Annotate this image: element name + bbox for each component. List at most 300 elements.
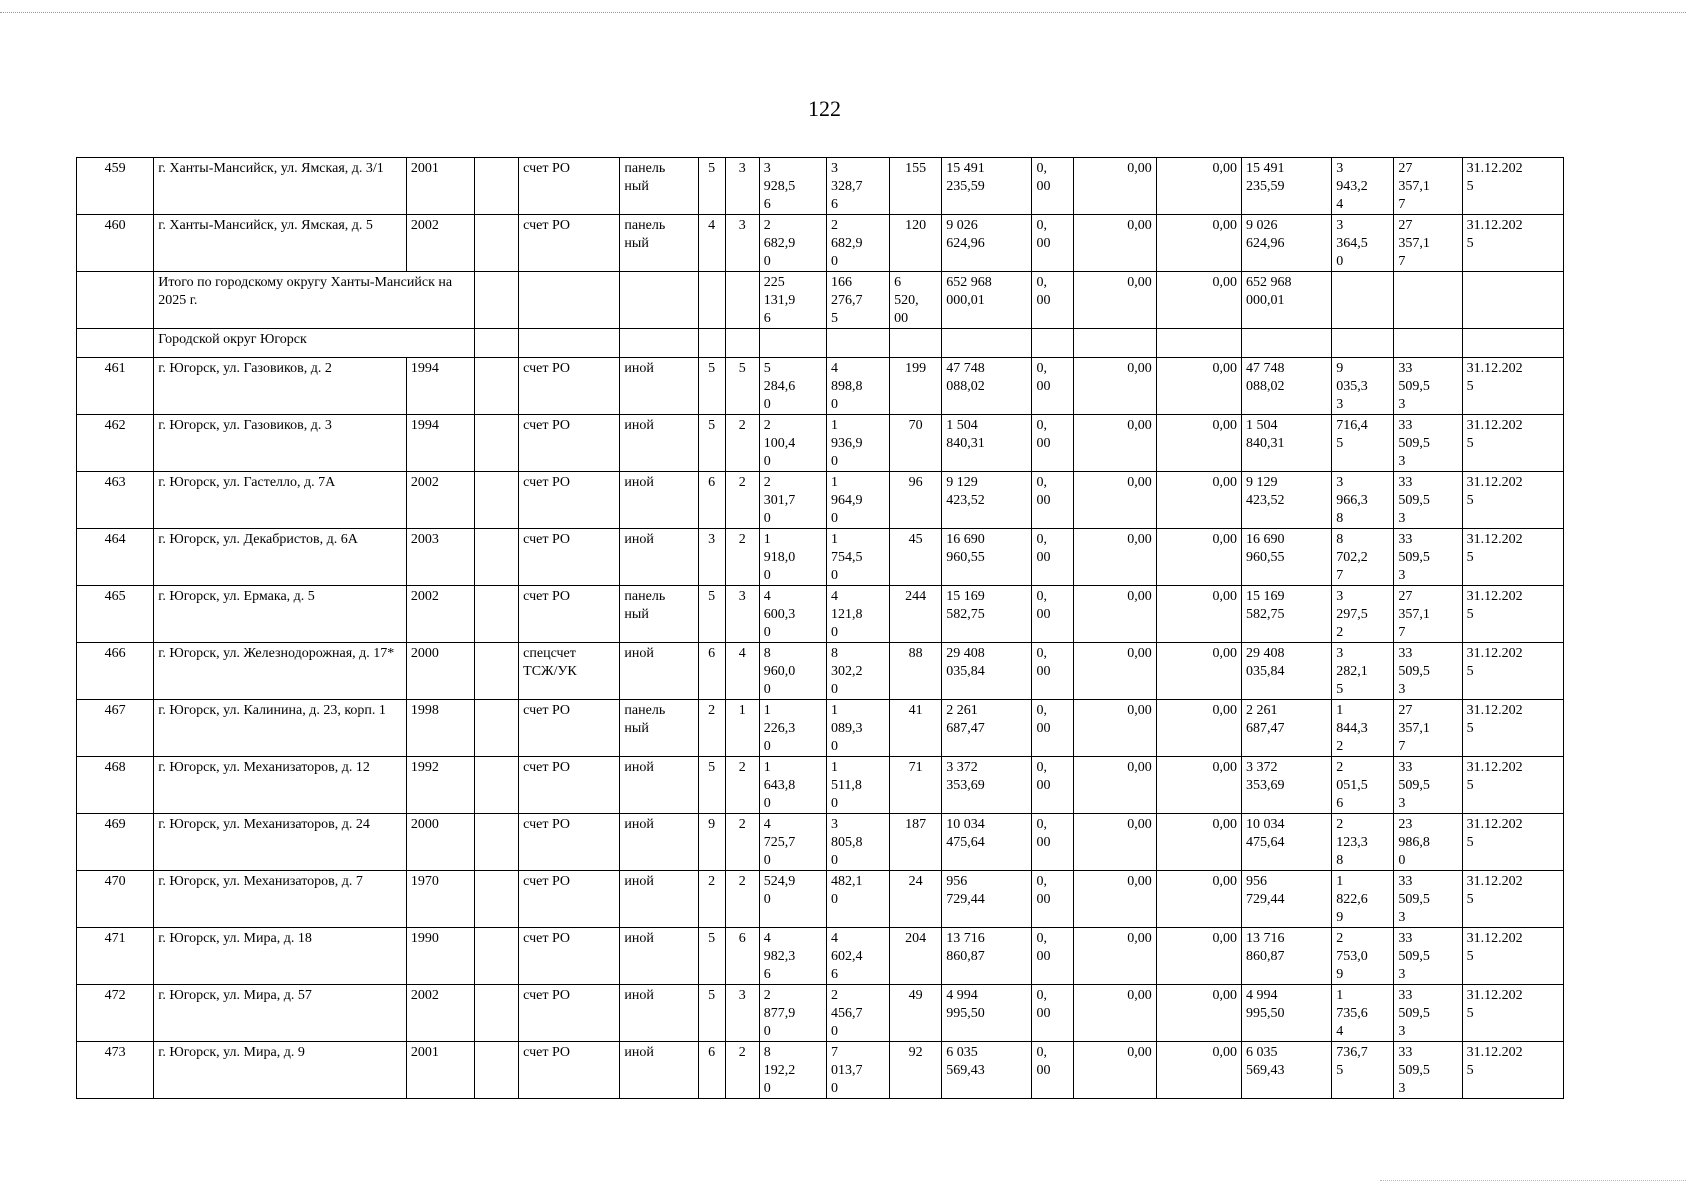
cost-total-cell: 29 408 035,84 xyxy=(942,643,1032,700)
area-total-cell: 1 226,3 0 xyxy=(759,700,826,757)
budget-b-cell: 0,00 xyxy=(1156,985,1241,1042)
deadline-cell: 31.12.202 5 xyxy=(1462,928,1563,985)
entrances-cell: 3 xyxy=(725,158,759,215)
deadline-cell: 31.12.202 5 xyxy=(1462,814,1563,871)
table-row xyxy=(77,757,1564,814)
floors-cell: 6 xyxy=(698,1042,725,1099)
row-number: 469 xyxy=(77,814,154,871)
total-area-living: 166 276,7 5 xyxy=(826,272,889,329)
row-number: 463 xyxy=(77,472,154,529)
empty-cell xyxy=(725,329,759,358)
empty-cell xyxy=(475,529,519,586)
budget-b-cell: 0,00 xyxy=(1156,529,1241,586)
year-cell: 1970 xyxy=(406,871,474,928)
fund-cell: 0, 00 xyxy=(1032,215,1073,272)
table-row xyxy=(77,985,1564,1042)
fund-cell: 0, 00 xyxy=(1032,757,1073,814)
area-total-cell: 4 600,3 0 xyxy=(759,586,826,643)
residents-cell: 88 xyxy=(890,643,942,700)
row-number: 461 xyxy=(77,358,154,415)
floors-cell: 5 xyxy=(698,985,725,1042)
address-cell: г. Югорск, ул. Мира, д. 9 xyxy=(154,1042,407,1099)
address-cell: г. Югорск, ул. Мира, д. 57 xyxy=(154,985,407,1042)
address-cell: г. Югорск, ул. Механизаторов, д. 7 xyxy=(154,871,407,928)
limit-cost-cell: 33 509,5 3 xyxy=(1394,871,1462,928)
floors-cell: 3 xyxy=(698,529,725,586)
owners-funds-cell: 956 729,44 xyxy=(1242,871,1332,928)
limit-cost-cell: 33 509,5 3 xyxy=(1394,643,1462,700)
empty-cell xyxy=(890,329,942,358)
owners-funds-cell: 10 034 475,64 xyxy=(1242,814,1332,871)
budget-b-cell: 0,00 xyxy=(1156,472,1241,529)
entrances-cell: 5 xyxy=(725,358,759,415)
limit-cost-cell: 33 509,5 3 xyxy=(1394,472,1462,529)
account-cell: счет РО xyxy=(519,158,620,215)
wall-material-cell: иной xyxy=(620,472,698,529)
owners-funds-cell: 15 169 582,75 xyxy=(1242,586,1332,643)
budget-a-cell: 0,00 xyxy=(1073,158,1156,215)
total-fund: 0, 00 xyxy=(1032,272,1073,329)
unit-cost-cell: 1 735,6 4 xyxy=(1332,985,1394,1042)
owners-funds-cell: 1 504 840,31 xyxy=(1242,415,1332,472)
wall-material-cell: иной xyxy=(620,757,698,814)
empty-cell xyxy=(77,329,154,358)
limit-cost-cell: 33 509,5 3 xyxy=(1394,529,1462,586)
row-number: 462 xyxy=(77,415,154,472)
budget-a-cell: 0,00 xyxy=(1073,586,1156,643)
unit-cost-cell: 3 282,1 5 xyxy=(1332,643,1394,700)
total-owners-funds: 652 968 000,01 xyxy=(1242,272,1332,329)
account-cell: счет РО xyxy=(519,871,620,928)
cost-total-cell: 10 034 475,64 xyxy=(942,814,1032,871)
area-total-cell: 524,9 0 xyxy=(759,871,826,928)
entrances-cell: 1 xyxy=(725,700,759,757)
empty-cell xyxy=(519,272,620,329)
area-living-cell: 3 805,8 0 xyxy=(826,814,889,871)
empty-cell xyxy=(725,272,759,329)
table-row xyxy=(77,928,1564,985)
residents-cell: 45 xyxy=(890,529,942,586)
table-row xyxy=(77,158,1564,215)
owners-funds-cell: 9 026 624,96 xyxy=(1242,215,1332,272)
address-cell: г. Югорск, ул. Газовиков, д. 3 xyxy=(154,415,407,472)
limit-cost-cell: 33 509,5 3 xyxy=(1394,1042,1462,1099)
cost-total-cell: 13 716 860,87 xyxy=(942,928,1032,985)
wall-material-cell: панель ный xyxy=(620,158,698,215)
wall-material-cell: панель ный xyxy=(620,586,698,643)
empty-cell xyxy=(475,358,519,415)
empty-cell xyxy=(475,586,519,643)
budget-a-cell: 0,00 xyxy=(1073,985,1156,1042)
fund-cell: 0, 00 xyxy=(1032,1042,1073,1099)
row-number: 459 xyxy=(77,158,154,215)
area-living-cell: 1 511,8 0 xyxy=(826,757,889,814)
year-cell: 2002 xyxy=(406,472,474,529)
empty-cell xyxy=(698,272,725,329)
entrances-cell: 2 xyxy=(725,871,759,928)
year-cell: 2002 xyxy=(406,215,474,272)
area-living-cell: 2 682,9 0 xyxy=(826,215,889,272)
empty-cell xyxy=(1394,272,1462,329)
empty-cell xyxy=(620,329,698,358)
account-cell: счет РО xyxy=(519,1042,620,1099)
wall-material-cell: иной xyxy=(620,871,698,928)
fund-cell: 0, 00 xyxy=(1032,586,1073,643)
deadline-cell: 31.12.202 5 xyxy=(1462,1042,1563,1099)
budget-b-cell: 0,00 xyxy=(1156,928,1241,985)
budget-a-cell: 0,00 xyxy=(1073,643,1156,700)
budget-a-cell: 0,00 xyxy=(1073,757,1156,814)
address-cell: г. Югорск, ул. Ермака, д. 5 xyxy=(154,586,407,643)
unit-cost-cell: 1 844,3 2 xyxy=(1332,700,1394,757)
owners-funds-cell: 4 994 995,50 xyxy=(1242,985,1332,1042)
wall-material-cell: панель ный xyxy=(620,700,698,757)
limit-cost-cell: 27 357,1 7 xyxy=(1394,158,1462,215)
district-title: Городской округ Югорск xyxy=(154,329,475,358)
empty-cell xyxy=(475,700,519,757)
entrances-cell: 2 xyxy=(725,529,759,586)
wall-material-cell: иной xyxy=(620,358,698,415)
floors-cell: 5 xyxy=(698,415,725,472)
area-total-cell: 8 960,0 0 xyxy=(759,643,826,700)
limit-cost-cell: 33 509,5 3 xyxy=(1394,985,1462,1042)
empty-cell xyxy=(942,329,1032,358)
area-total-cell: 3 928,5 6 xyxy=(759,158,826,215)
budget-b-cell: 0,00 xyxy=(1156,757,1241,814)
empty-cell xyxy=(1394,329,1462,358)
fund-cell: 0, 00 xyxy=(1032,985,1073,1042)
empty-cell xyxy=(475,272,519,329)
row-number: 468 xyxy=(77,757,154,814)
unit-cost-cell: 3 364,5 0 xyxy=(1332,215,1394,272)
residents-cell: 155 xyxy=(890,158,942,215)
residents-cell: 244 xyxy=(890,586,942,643)
deadline-cell: 31.12.202 5 xyxy=(1462,700,1563,757)
account-cell: счет РО xyxy=(519,415,620,472)
budget-b-cell: 0,00 xyxy=(1156,1042,1241,1099)
fund-cell: 0, 00 xyxy=(1032,700,1073,757)
entrances-cell: 2 xyxy=(725,757,759,814)
year-cell: 1998 xyxy=(406,700,474,757)
cost-total-cell: 9 026 624,96 xyxy=(942,215,1032,272)
empty-cell xyxy=(475,472,519,529)
residents-cell: 120 xyxy=(890,215,942,272)
entrances-cell: 6 xyxy=(725,928,759,985)
cost-total-cell: 956 729,44 xyxy=(942,871,1032,928)
entrances-cell: 3 xyxy=(725,215,759,272)
empty-cell xyxy=(475,814,519,871)
area-living-cell: 4 898,8 0 xyxy=(826,358,889,415)
empty-cell xyxy=(1332,272,1394,329)
account-cell: счет РО xyxy=(519,928,620,985)
year-cell: 2001 xyxy=(406,1042,474,1099)
address-cell: г. Югорск, ул. Газовиков, д. 2 xyxy=(154,358,407,415)
owners-funds-cell: 47 748 088,02 xyxy=(1242,358,1332,415)
limit-cost-cell: 33 509,5 3 xyxy=(1394,928,1462,985)
empty-cell xyxy=(475,928,519,985)
empty-cell xyxy=(620,272,698,329)
fund-cell: 0, 00 xyxy=(1032,871,1073,928)
cost-total-cell: 16 690 960,55 xyxy=(942,529,1032,586)
budget-a-cell: 0,00 xyxy=(1073,215,1156,272)
account-cell: счет РО xyxy=(519,700,620,757)
area-living-cell: 1 089,3 0 xyxy=(826,700,889,757)
deadline-cell: 31.12.202 5 xyxy=(1462,586,1563,643)
area-total-cell: 2 301,7 0 xyxy=(759,472,826,529)
deadline-cell: 31.12.202 5 xyxy=(1462,529,1563,586)
owners-funds-cell: 15 491 235,59 xyxy=(1242,158,1332,215)
year-cell: 2002 xyxy=(406,586,474,643)
area-total-cell: 4 982,3 6 xyxy=(759,928,826,985)
budget-a-cell: 0,00 xyxy=(1073,358,1156,415)
address-cell: г. Югорск, ул. Механизаторов, д. 12 xyxy=(154,757,407,814)
empty-cell xyxy=(475,643,519,700)
cost-total-cell: 2 261 687,47 xyxy=(942,700,1032,757)
entrances-cell: 2 xyxy=(725,814,759,871)
area-total-cell: 1 643,8 0 xyxy=(759,757,826,814)
budget-b-cell: 0,00 xyxy=(1156,700,1241,757)
floors-cell: 5 xyxy=(698,358,725,415)
account-cell: счет РО xyxy=(519,985,620,1042)
empty-cell xyxy=(475,158,519,215)
limit-cost-cell: 33 509,5 3 xyxy=(1394,757,1462,814)
address-cell: г. Ханты-Мансийск, ул. Ямская, д. 3/1 xyxy=(154,158,407,215)
unit-cost-cell: 9 035,3 3 xyxy=(1332,358,1394,415)
budget-a-cell: 0,00 xyxy=(1073,529,1156,586)
owners-funds-cell: 13 716 860,87 xyxy=(1242,928,1332,985)
empty-cell xyxy=(519,329,620,358)
residents-cell: 92 xyxy=(890,1042,942,1099)
row-number: 470 xyxy=(77,871,154,928)
empty-cell xyxy=(826,329,889,358)
fund-cell: 0, 00 xyxy=(1032,643,1073,700)
row-number: 471 xyxy=(77,928,154,985)
empty-cell xyxy=(475,871,519,928)
owners-funds-cell: 6 035 569,43 xyxy=(1242,1042,1332,1099)
area-living-cell: 4 602,4 6 xyxy=(826,928,889,985)
table-row xyxy=(77,415,1564,472)
cost-total-cell: 1 504 840,31 xyxy=(942,415,1032,472)
residents-cell: 187 xyxy=(890,814,942,871)
page-number: 122 xyxy=(808,96,841,121)
account-cell: счет РО xyxy=(519,586,620,643)
budget-a-cell: 0,00 xyxy=(1073,871,1156,928)
wall-material-cell: иной xyxy=(620,1042,698,1099)
fund-cell: 0, 00 xyxy=(1032,928,1073,985)
scan-edge-top xyxy=(0,12,1686,13)
residents-cell: 204 xyxy=(890,928,942,985)
total-area-total: 225 131,9 6 xyxy=(759,272,826,329)
year-cell: 2003 xyxy=(406,529,474,586)
row-number: 466 xyxy=(77,643,154,700)
floors-cell: 5 xyxy=(698,928,725,985)
fund-cell: 0, 00 xyxy=(1032,358,1073,415)
entrances-cell: 2 xyxy=(725,472,759,529)
table-row xyxy=(77,814,1564,871)
budget-b-cell: 0,00 xyxy=(1156,358,1241,415)
fund-cell: 0, 00 xyxy=(1032,814,1073,871)
entrances-cell: 2 xyxy=(725,415,759,472)
year-cell: 1994 xyxy=(406,415,474,472)
area-living-cell: 4 121,8 0 xyxy=(826,586,889,643)
deadline-cell: 31.12.202 5 xyxy=(1462,871,1563,928)
cost-total-cell: 4 994 995,50 xyxy=(942,985,1032,1042)
table-row xyxy=(77,700,1564,757)
limit-cost-cell: 27 357,1 7 xyxy=(1394,215,1462,272)
empty-cell xyxy=(475,215,519,272)
fund-cell: 0, 00 xyxy=(1032,529,1073,586)
budget-a-cell: 0,00 xyxy=(1073,928,1156,985)
row-number: 464 xyxy=(77,529,154,586)
area-total-cell: 2 877,9 0 xyxy=(759,985,826,1042)
unit-cost-cell: 736,7 5 xyxy=(1332,1042,1394,1099)
wall-material-cell: иной xyxy=(620,928,698,985)
account-cell: счет РО xyxy=(519,757,620,814)
residents-cell: 49 xyxy=(890,985,942,1042)
floors-cell: 4 xyxy=(698,215,725,272)
entrances-cell: 2 xyxy=(725,1042,759,1099)
address-cell: г. Югорск, ул. Мира, д. 18 xyxy=(154,928,407,985)
row-number: 473 xyxy=(77,1042,154,1099)
area-total-cell: 1 918,0 0 xyxy=(759,529,826,586)
unit-cost-cell: 8 702,2 7 xyxy=(1332,529,1394,586)
empty-cell xyxy=(77,272,154,329)
fund-cell: 0, 00 xyxy=(1032,158,1073,215)
area-living-cell: 1 964,9 0 xyxy=(826,472,889,529)
floors-cell: 5 xyxy=(698,158,725,215)
floors-cell: 6 xyxy=(698,643,725,700)
cost-total-cell: 15 169 582,75 xyxy=(942,586,1032,643)
address-cell: г. Югорск, ул. Декабристов, д. 6А xyxy=(154,529,407,586)
budget-a-cell: 0,00 xyxy=(1073,415,1156,472)
address-cell: г. Югорск, ул. Калинина, д. 23, корп. 1 xyxy=(154,700,407,757)
limit-cost-cell: 33 509,5 3 xyxy=(1394,415,1462,472)
owners-funds-cell: 9 129 423,52 xyxy=(1242,472,1332,529)
total-label: Итого по городскому округу Ханты-Мансийск на 2025 г. xyxy=(154,272,475,329)
table-row xyxy=(77,1042,1564,1099)
floors-cell: 2 xyxy=(698,700,725,757)
table-row xyxy=(77,643,1564,700)
wall-material-cell: панель ный xyxy=(620,215,698,272)
budget-a-cell: 0,00 xyxy=(1073,1042,1156,1099)
empty-cell xyxy=(475,985,519,1042)
account-cell: спецсчет ТСЖ/УК xyxy=(519,643,620,700)
budget-b-cell: 0,00 xyxy=(1156,814,1241,871)
wall-material-cell: иной xyxy=(620,415,698,472)
empty-cell xyxy=(475,329,519,358)
residents-cell: 70 xyxy=(890,415,942,472)
account-cell: счет РО xyxy=(519,358,620,415)
budget-b-cell: 0,00 xyxy=(1156,158,1241,215)
year-cell: 2000 xyxy=(406,814,474,871)
unit-cost-cell: 3 943,2 4 xyxy=(1332,158,1394,215)
budget-a-cell: 0,00 xyxy=(1073,472,1156,529)
area-living-cell: 7 013,7 0 xyxy=(826,1042,889,1099)
budget-b-cell: 0,00 xyxy=(1156,586,1241,643)
table-row xyxy=(77,215,1564,272)
table-row xyxy=(77,871,1564,928)
owners-funds-cell: 2 261 687,47 xyxy=(1242,700,1332,757)
row-number: 467 xyxy=(77,700,154,757)
unit-cost-cell: 3 966,3 8 xyxy=(1332,472,1394,529)
entrances-cell: 3 xyxy=(725,586,759,643)
account-cell: счет РО xyxy=(519,814,620,871)
wall-material-cell: иной xyxy=(620,529,698,586)
year-cell: 2001 xyxy=(406,158,474,215)
total-budget-b: 0,00 xyxy=(1156,272,1241,329)
row-number: 472 xyxy=(77,985,154,1042)
budget-b-cell: 0,00 xyxy=(1156,215,1241,272)
deadline-cell: 31.12.202 5 xyxy=(1462,215,1563,272)
empty-cell xyxy=(475,1042,519,1099)
table-row xyxy=(77,529,1564,586)
deadline-cell: 31.12.202 5 xyxy=(1462,472,1563,529)
total-cost: 652 968 000,01 xyxy=(942,272,1032,329)
empty-cell xyxy=(1242,329,1332,358)
area-living-cell: 3 328,7 6 xyxy=(826,158,889,215)
empty-cell xyxy=(1462,329,1563,358)
floors-cell: 6 xyxy=(698,472,725,529)
wall-material-cell: иной xyxy=(620,985,698,1042)
unit-cost-cell: 2 123,3 8 xyxy=(1332,814,1394,871)
account-cell: счет РО xyxy=(519,529,620,586)
area-total-cell: 8 192,2 0 xyxy=(759,1042,826,1099)
area-living-cell: 482,1 0 xyxy=(826,871,889,928)
account-cell: счет РО xyxy=(519,215,620,272)
empty-cell xyxy=(475,415,519,472)
cost-total-cell: 15 491 235,59 xyxy=(942,158,1032,215)
floors-cell: 9 xyxy=(698,814,725,871)
owners-funds-cell: 16 690 960,55 xyxy=(1242,529,1332,586)
account-cell: счет РО xyxy=(519,472,620,529)
table-row xyxy=(77,358,1564,415)
address-cell: г. Югорск, ул. Механизаторов, д. 24 xyxy=(154,814,407,871)
year-cell: 2000 xyxy=(406,643,474,700)
budget-a-cell: 0,00 xyxy=(1073,700,1156,757)
budget-b-cell: 0,00 xyxy=(1156,871,1241,928)
address-cell: г. Югорск, ул. Гастелло, д. 7А xyxy=(154,472,407,529)
repair-program-table xyxy=(76,157,1564,1099)
entrances-cell: 3 xyxy=(725,985,759,1042)
limit-cost-cell: 33 509,5 3 xyxy=(1394,358,1462,415)
limit-cost-cell: 23 986,8 0 xyxy=(1394,814,1462,871)
area-total-cell: 2 682,9 0 xyxy=(759,215,826,272)
empty-cell xyxy=(759,329,826,358)
unit-cost-cell: 1 822,6 9 xyxy=(1332,871,1394,928)
empty-cell xyxy=(475,757,519,814)
deadline-cell: 31.12.202 5 xyxy=(1462,158,1563,215)
area-living-cell: 1 936,9 0 xyxy=(826,415,889,472)
deadline-cell: 31.12.202 5 xyxy=(1462,358,1563,415)
year-cell: 2002 xyxy=(406,985,474,1042)
budget-b-cell: 0,00 xyxy=(1156,415,1241,472)
year-cell: 1990 xyxy=(406,928,474,985)
unit-cost-cell: 2 051,5 6 xyxy=(1332,757,1394,814)
entrances-cell: 4 xyxy=(725,643,759,700)
empty-cell xyxy=(1156,329,1241,358)
cost-total-cell: 3 372 353,69 xyxy=(942,757,1032,814)
row-number: 465 xyxy=(77,586,154,643)
area-total-cell: 2 100,4 0 xyxy=(759,415,826,472)
district-header-row xyxy=(77,329,1564,358)
fund-cell: 0, 00 xyxy=(1032,415,1073,472)
limit-cost-cell: 27 357,1 7 xyxy=(1394,700,1462,757)
unit-cost-cell: 716,4 5 xyxy=(1332,415,1394,472)
table-row xyxy=(77,586,1564,643)
wall-material-cell: иной xyxy=(620,643,698,700)
total-row xyxy=(77,272,1564,329)
area-total-cell: 5 284,6 0 xyxy=(759,358,826,415)
